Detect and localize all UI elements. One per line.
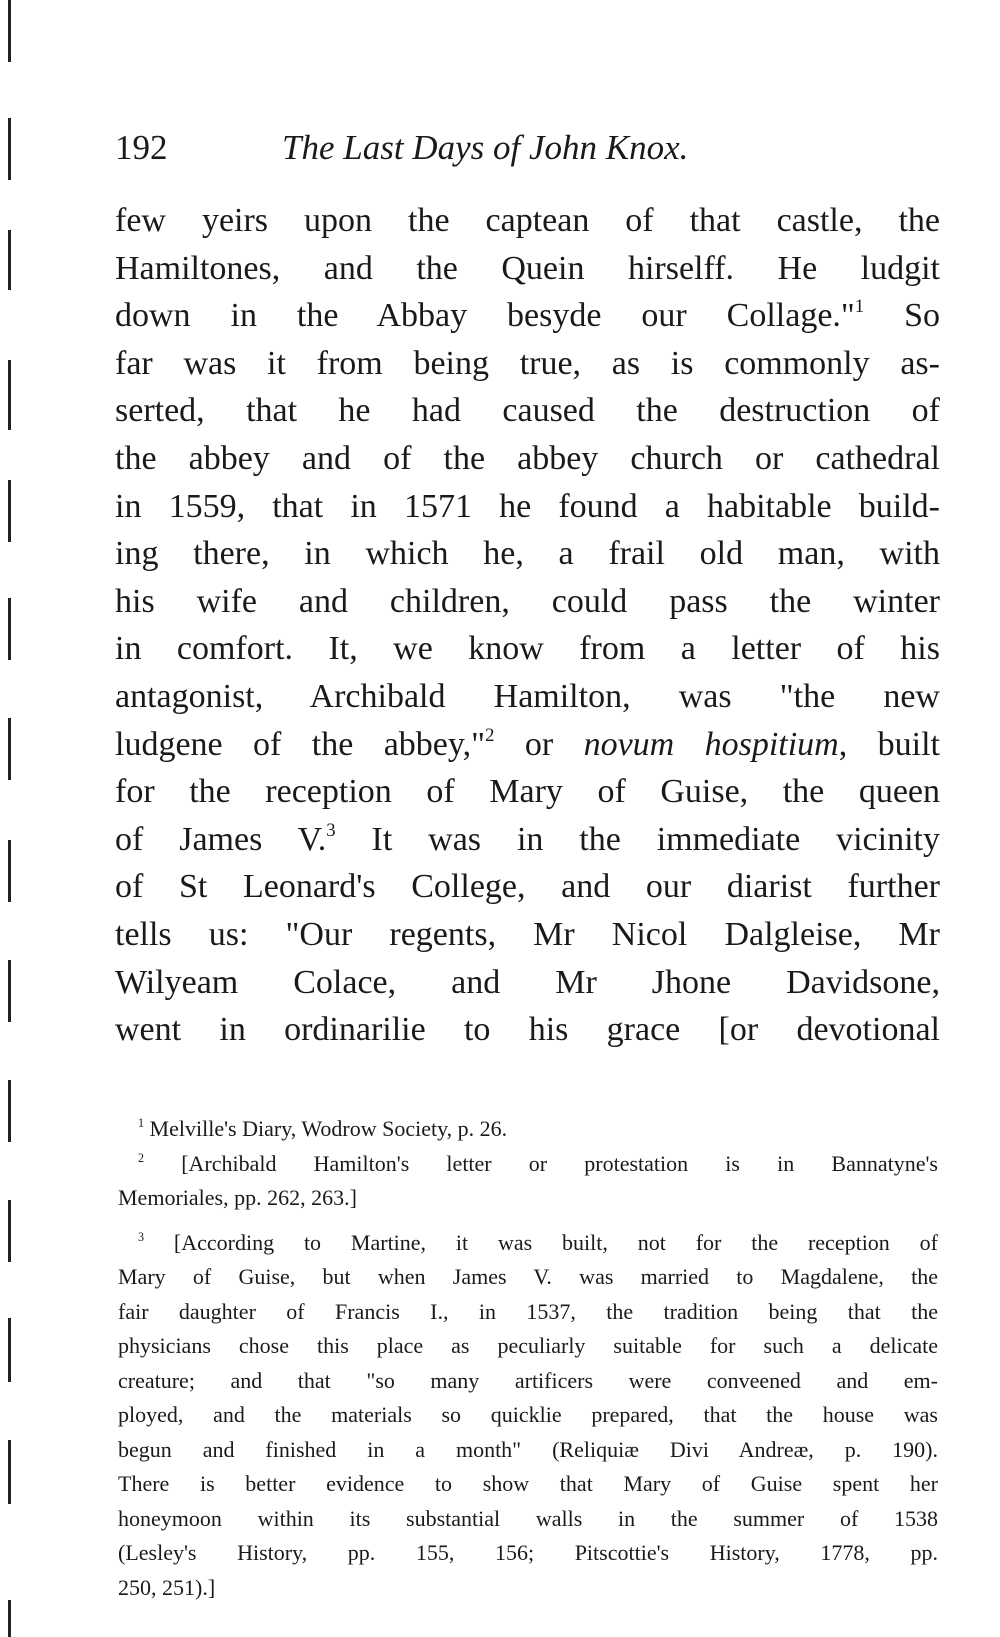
footnote-3: $^3$ [According to Martine, it was built, not for the reception of — [138, 1229, 938, 1255]
page-number: 192 — [115, 128, 168, 167]
text-line: down in the Abbay besyde our Collage."$^1$ So — [115, 296, 940, 335]
scan-margin-mark — [8, 0, 11, 62]
scan-margin-mark — [8, 360, 11, 430]
footnote-ref: 3 — [326, 819, 336, 841]
text-line: in 1559, that in 1571 he found a habitable build- — [115, 487, 940, 525]
scan-margin-mark — [8, 1600, 11, 1637]
text-line: Hamiltones, and the Quein hirselff. He ludgit — [115, 249, 940, 287]
text-line: his wife and children, could pass the winter — [115, 582, 940, 620]
footnote-3-cont: (Lesley's History, pp. 155, 156; Pitscottie's History, 1778, pp. — [118, 1540, 938, 1565]
footnotes — [118, 1112, 938, 1605]
footnote-3-cont: There is better evidence to show that Mary of Guise spent her — [118, 1471, 938, 1496]
footnote-3-cont: creature; and that "so many artificers were conveened and em- — [118, 1367, 938, 1393]
scan-margin-mark — [8, 1200, 11, 1262]
scan-margin-mark — [8, 1080, 11, 1142]
footnote-3-cont: begun and finished in a month" (Reliquiæ Divi Andreæ, p. 190). — [118, 1436, 938, 1462]
footnote-1: $^1$ Melville's Diary, Wodrow Society, p. 26. — [138, 1115, 508, 1141]
text-line: ludgene of the abbey,"$^2$ or novum hospitium, built — [115, 724, 940, 763]
scan-margin-mark — [8, 480, 11, 542]
text-line: Wilyeam Colace, and Mr Jhone Davidsone, — [115, 963, 940, 1001]
scan-margin-mark — [8, 230, 11, 290]
text-line: of James V.$^3$ It was in the immediate vicinity — [115, 819, 940, 858]
footnote-2-cont: Memoriales, pp. 262, 263.] — [118, 1185, 357, 1210]
footnote-3-cont: 250, 251).] — [118, 1574, 216, 1600]
scan-margin-mark — [8, 840, 11, 902]
footnote-3-cont: honeymoon within its substantial walls in the summer of 1538 — [118, 1505, 938, 1531]
scan-margin-mark — [8, 598, 11, 660]
text-line: far was it from being true, as is commonly as- — [115, 344, 940, 382]
scan-margin-mark — [8, 118, 11, 180]
scan-margin-mark — [8, 1440, 11, 1504]
running-title: The Last Days of John Knox. — [282, 128, 689, 167]
scan-margin-mark — [8, 1318, 11, 1382]
text-line: in comfort. It, we know from a letter of his — [115, 630, 940, 668]
text-line: of St Leonard's College, and our diarist further — [115, 868, 940, 906]
text-line: few yeirs upon the captean of that castle, the — [115, 202, 940, 239]
footnote-3-cont: fair daughter of Francis I., in 1537, the tradition being that the — [118, 1298, 938, 1324]
footnote-3-cont: Mary of Guise, but when James V. was married to Magdalene, the — [118, 1264, 938, 1289]
text-line: for the reception of Mary of Guise, the queen — [115, 773, 940, 811]
text-line: ing there, in which he, a frail old man, with — [115, 535, 940, 573]
footnote-3-cont: physicians chose this place as peculiarly suitable for such a delicate — [118, 1333, 938, 1358]
text-line: antagonist, Archibald Hamilton, was "the new — [115, 677, 940, 715]
footnote-ref: 2 — [485, 724, 495, 746]
scan-margin-mark — [8, 718, 11, 780]
page-header — [115, 128, 935, 168]
scan-margin-mark — [8, 960, 11, 1022]
footnote-2: $^2$ [Archibald Hamilton's letter or protestation is in Bannatyne's — [138, 1150, 938, 1176]
text-line: serted, that he had caused the destruction of — [115, 392, 940, 430]
footnote-ref: 1 — [854, 296, 865, 318]
footnote-3-cont: ployed, and the materials so quicklie prepared, that the house was — [118, 1402, 938, 1427]
text-line: the abbey and of the abbey church or cathedral — [115, 439, 940, 477]
text-line: tells us: "Our regents, Mr Nicol Dalgleise, Mr — [115, 915, 940, 953]
main-text — [115, 197, 940, 1054]
text-line: went in ordinarilie to his grace [or devotional — [115, 1011, 940, 1049]
